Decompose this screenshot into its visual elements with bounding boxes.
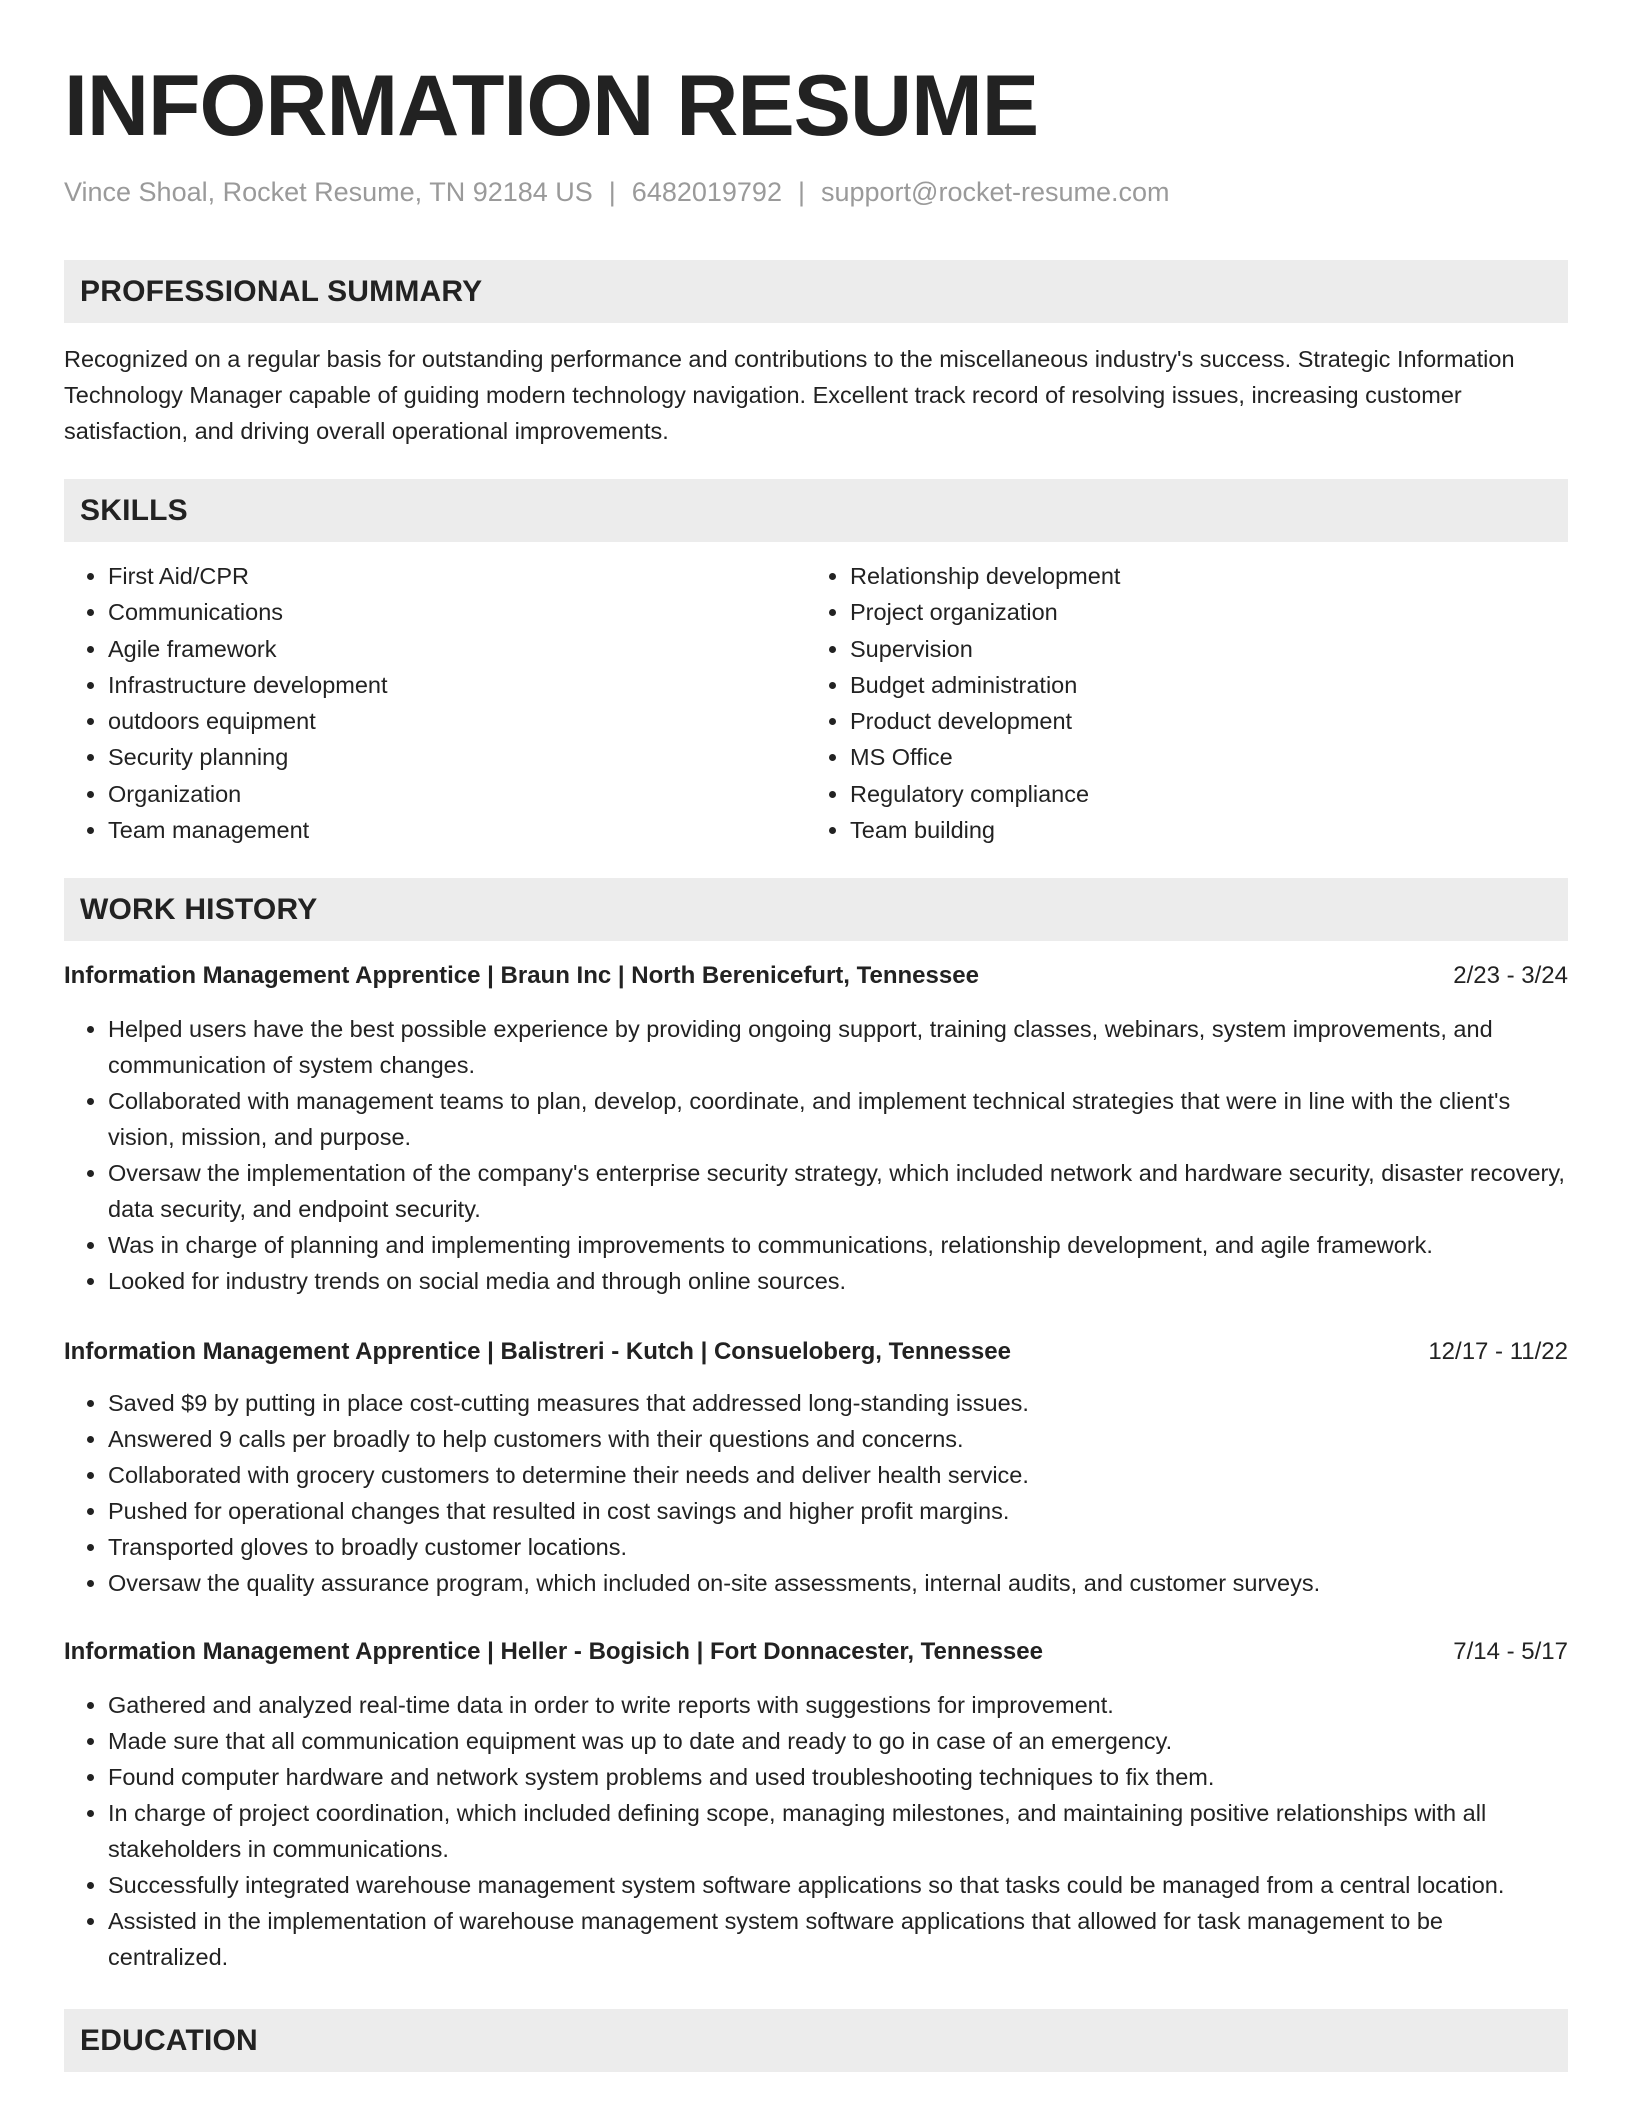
contact-phone: 6482019792 [631,177,782,207]
job-title: Information Management Apprentice | Heller - Bogisich | Fort Donnacester, Tennessee [64,1638,1043,1666]
job-header [64,1635,1568,1669]
skill-item: • Security planning [108,739,806,775]
job-title: Information Management Apprentice | Braun Inc | North Berenicefurt, Tennessee [64,962,979,990]
section-heading-work-history: WORK HISTORY [64,878,1568,941]
skill-item: • Regulatory compliance [850,776,1548,812]
skill-item: • Communications [108,594,806,630]
job-title: Information Management Apprentice | Balistreri - Kutch | Consueloberg, Tennessee [64,1338,1011,1366]
job-bullet: • Helped users have the best possible experience by providing ongoing support, training classes, webinars, system improvements, and communication of system changes. [108,1011,1568,1083]
skill-item: • Budget administration [850,667,1548,703]
skill-item: • Team building [850,812,1548,848]
contact-separator: | [608,177,616,207]
job-bullet: • Made sure that all communication equipment was up to date and ready to go in case of an emergency. [108,1723,1568,1759]
resume-title: INFORMATION RESUME [64,58,1039,154]
section-heading-summary: PROFESSIONAL SUMMARY [64,260,1568,323]
job-dates: 12/17 - 11/22 [1428,1338,1568,1366]
job-dates: 2/23 - 3/24 [1453,962,1568,990]
skill-item: • Supervision [850,631,1548,667]
job-bullet: • Oversaw the implementation of the company's enterprise security strategy, which included network and hardware security, disaster recovery, data security, and endpoint security. [108,1155,1568,1227]
job-bullet: • Gathered and analyzed real-time data in order to write reports with suggestions for improvement. [108,1687,1568,1723]
job-bullet: • Answered 9 calls per broadly to help customers with their questions and concerns. [108,1421,1568,1457]
contact-address: Vince Shoal, Rocket Resume, TN 92184 US [64,177,593,207]
job-bullet: • Was in charge of planning and implementing improvements to communications, relationship development, and agile framework. [108,1227,1568,1263]
section-heading-skills: SKILLS [64,479,1568,542]
contact-line [64,176,1568,208]
job-dates: 7/14 - 5/17 [1453,1638,1568,1666]
job-bullet: • Oversaw the quality assurance program, which included on-site assessments, internal audits, and customer surveys. [108,1565,1568,1601]
skill-item: • First Aid/CPR [108,558,806,594]
skill-item: • Team management [108,812,806,848]
contact-separator: | [797,177,805,207]
job-bullet: • Collaborated with grocery customers to determine their needs and deliver health service. [108,1457,1568,1493]
job-bullet-list [64,1385,1568,1601]
job-header [64,959,1568,993]
job-bullet: • In charge of project coordination, which included defining scope, managing milestones, and maintaining positive relationships with all stakeholders in communications. [108,1795,1568,1867]
job-bullet-list [64,1687,1568,1975]
job-bullet: • Pushed for operational changes that resulted in cost savings and higher profit margins. [108,1493,1568,1529]
contact-email: support@rocket-resume.com [820,177,1170,207]
job-bullet: • Looked for industry trends on social media and through online sources. [108,1263,1568,1299]
skills-list [64,558,1568,848]
skills-column-left [64,558,806,848]
job-bullet: • Found computer hardware and network system problems and used troubleshooting techniques to fix them. [108,1759,1568,1795]
job-bullet: • Successfully integrated warehouse management system software applications so that tasks could be managed from a central location. [108,1867,1568,1903]
skill-item: • Infrastructure development [108,667,806,703]
job-bullet: • Saved $9 by putting in place cost-cutting measures that addressed long-standing issues. [108,1385,1568,1421]
job-header [64,1335,1568,1369]
skill-item: • Agile framework [108,631,806,667]
job-bullet: • Collaborated with management teams to plan, develop, coordinate, and implement technical strategies that were in line with the client's vision, mission, and purpose. [108,1083,1568,1155]
skill-item: • Product development [850,703,1548,739]
skill-item: • MS Office [850,739,1548,775]
skill-item: • Organization [108,776,806,812]
skill-item: • Project organization [850,594,1548,630]
summary-text: Recognized on a regular basis for outstanding performance and contributions to the miscellaneous industry's success. Strategic Information Technology Manager capable of guiding modern technology navigation. Excellent track record of resolving issues, increasing customer satisfaction, and driving overall operational improvements. [64,346,1515,444]
job-bullet: • Transported gloves to broadly customer locations. [108,1529,1568,1565]
job-bullet-list [64,1011,1568,1299]
job-bullet: • Assisted in the implementation of warehouse management system software applications that allowed for task management to be centralized. [108,1903,1568,1975]
skill-item: • outdoors equipment [108,703,806,739]
section-heading-education: EDUCATION [64,2009,1568,2072]
skills-column-right [806,558,1548,848]
skill-item: • Relationship development [850,558,1548,594]
